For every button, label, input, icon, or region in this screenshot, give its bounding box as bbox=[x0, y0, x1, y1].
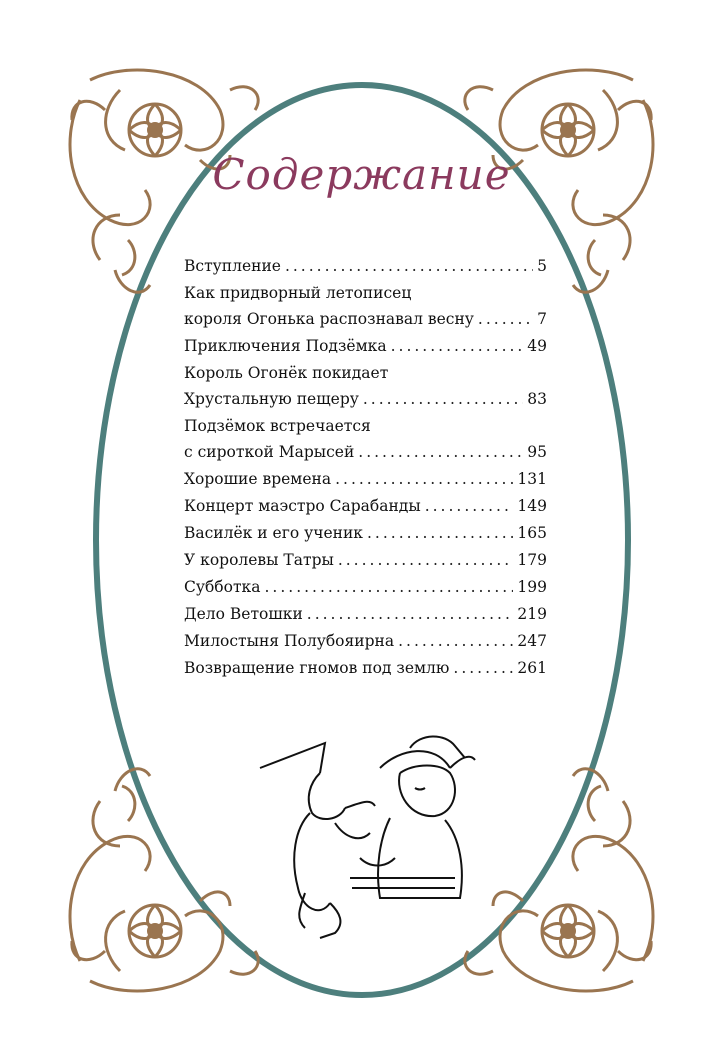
toc-entry[interactable] bbox=[184, 280, 547, 332]
toc-entry-page: 49 bbox=[527, 337, 547, 355]
dot-leader bbox=[264, 574, 513, 600]
dot-leader bbox=[338, 547, 514, 573]
toc-entry-title: с сироткой Марысей bbox=[184, 443, 355, 461]
toc-entry-page: 149 bbox=[517, 497, 547, 515]
dot-leader bbox=[307, 601, 514, 627]
toc-entry[interactable] bbox=[184, 601, 547, 627]
toc-entry-title: У королевы Татры bbox=[184, 551, 334, 569]
dot-leader bbox=[453, 655, 513, 681]
dot-leader bbox=[391, 333, 524, 359]
dot-leader bbox=[335, 466, 513, 492]
toc-entry-title: Подзёмок встречается bbox=[184, 417, 371, 435]
toc-entry[interactable] bbox=[184, 520, 547, 546]
dot-leader bbox=[425, 493, 514, 519]
toc-entry-title: Хорошие времена bbox=[184, 470, 332, 488]
toc-entry[interactable] bbox=[184, 333, 547, 359]
toc-entry[interactable] bbox=[184, 547, 547, 573]
toc-entry-page: 261 bbox=[517, 659, 547, 677]
toc-entry-page: 247 bbox=[517, 632, 547, 650]
toc-entry-title: Субботка bbox=[184, 578, 261, 596]
toc-entry-page: 7 bbox=[537, 310, 547, 328]
table-of-contents bbox=[184, 253, 547, 682]
toc-entry[interactable] bbox=[184, 413, 547, 465]
gnome-and-girl-illustration bbox=[260, 736, 475, 938]
toc-entry[interactable] bbox=[184, 493, 547, 519]
toc-entry-title: Приключения Подзёмка bbox=[184, 337, 387, 355]
toc-entry[interactable] bbox=[184, 655, 547, 681]
toc-entry-title: Вступление bbox=[184, 257, 281, 275]
toc-entry[interactable] bbox=[184, 253, 547, 279]
toc-entry-page: 219 bbox=[517, 605, 547, 623]
dot-leader bbox=[285, 253, 533, 279]
toc-entry-title: короля Огонька распознавал весну bbox=[184, 310, 474, 328]
toc-entry[interactable] bbox=[184, 360, 547, 412]
toc-entry-page: 179 bbox=[517, 551, 547, 569]
toc-entry-title: Король Огонёк покидает bbox=[184, 364, 389, 382]
dot-leader bbox=[363, 386, 523, 412]
dot-leader bbox=[358, 439, 523, 465]
toc-entry-title: Дело Ветошки bbox=[184, 605, 303, 623]
dot-leader bbox=[367, 520, 513, 546]
toc-entry-page: 199 bbox=[517, 578, 547, 596]
toc-entry-title: Хрустальную пещеру bbox=[184, 390, 359, 408]
toc-entry-title: Возвращение гномов под землю bbox=[184, 659, 450, 677]
toc-entry-title: Василёк и его ученик bbox=[184, 524, 363, 542]
toc-entry-title: Как придворный летописец bbox=[184, 284, 412, 302]
dot-leader bbox=[478, 306, 533, 332]
toc-entry[interactable] bbox=[184, 574, 547, 600]
toc-entry-title: Милостыня Полубояирна bbox=[184, 632, 395, 650]
page-title: Содержание bbox=[212, 150, 511, 199]
toc-entry-page: 95 bbox=[527, 443, 547, 461]
toc-entry-title: Концерт маэстро Сарабанды bbox=[184, 497, 421, 515]
toc-entry[interactable] bbox=[184, 466, 547, 492]
toc-entry-page: 5 bbox=[537, 257, 547, 275]
dot-leader bbox=[398, 628, 513, 654]
toc-entry-page: 165 bbox=[517, 524, 547, 542]
toc-entry-page: 83 bbox=[527, 390, 547, 408]
toc-entry[interactable] bbox=[184, 628, 547, 654]
toc-entry-page: 131 bbox=[517, 470, 547, 488]
